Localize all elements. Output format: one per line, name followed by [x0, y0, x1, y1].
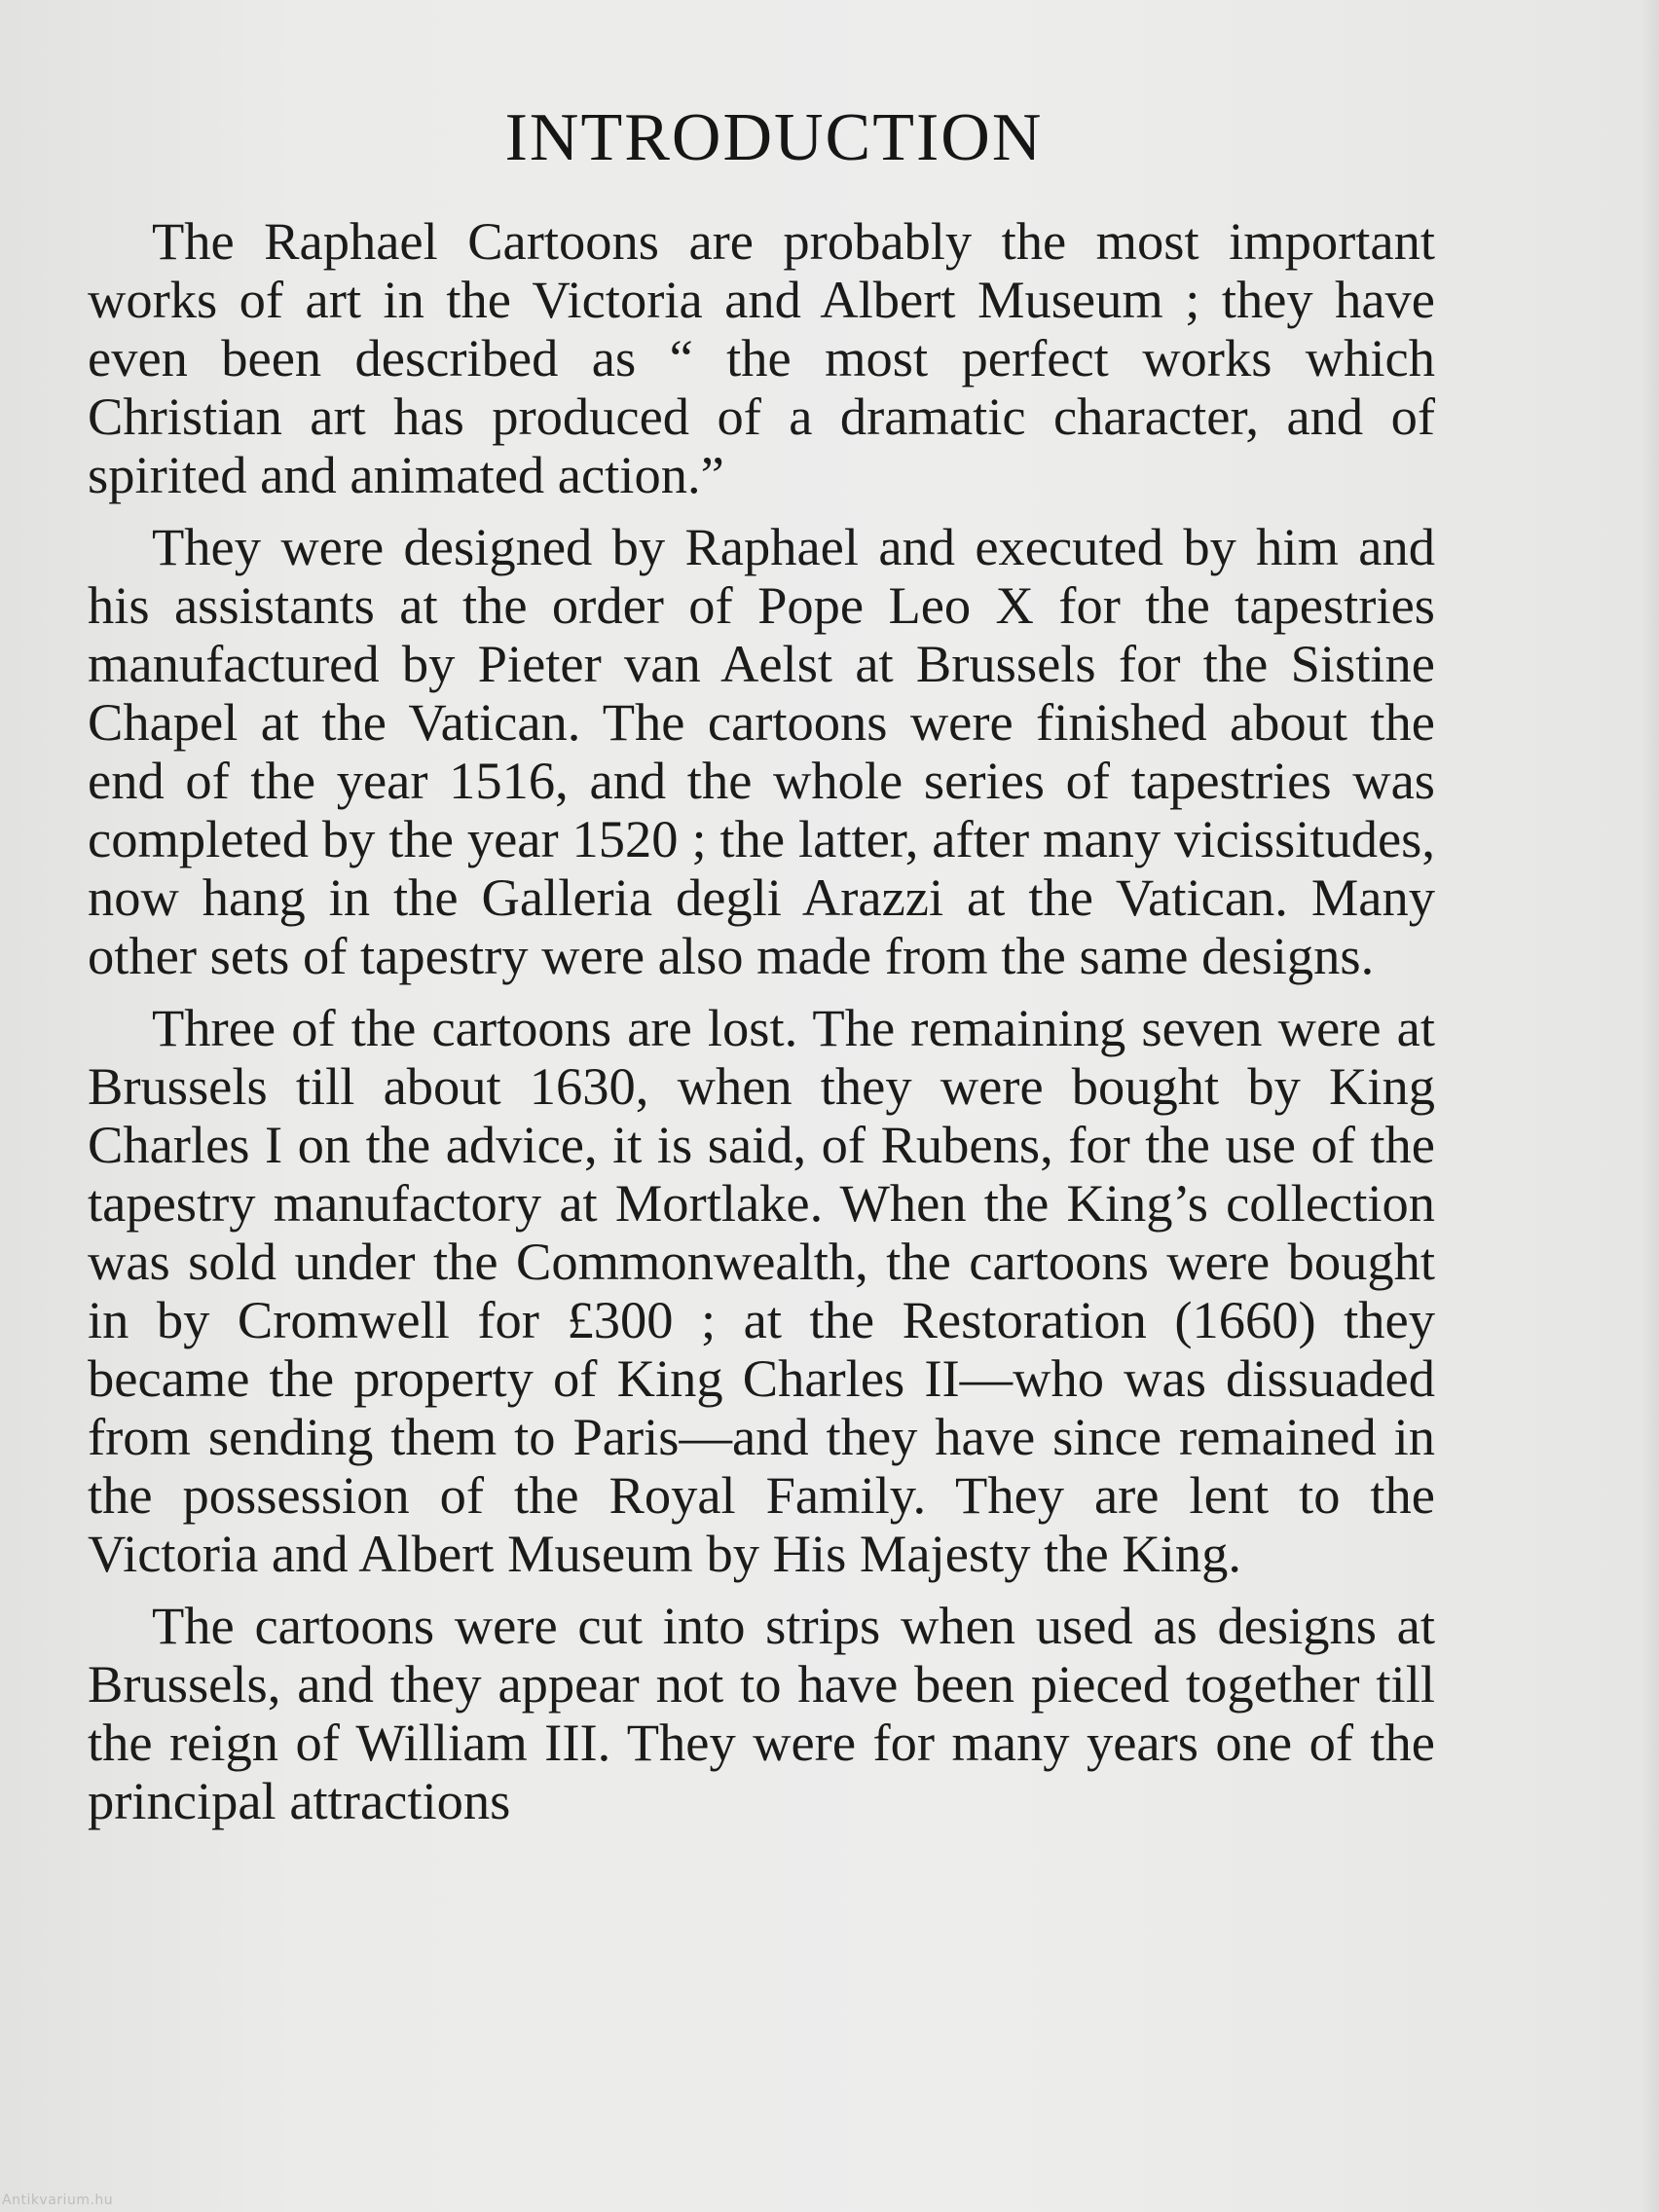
- watermark: Antikvarium.hu: [2, 2193, 114, 2208]
- page-edge-shadow: [1641, 0, 1659, 2212]
- chapter-title: INTRODUCTION: [504, 100, 1044, 175]
- paragraph-2: They were designed by Raphael and executed by him and his assistants at the order of Pope Leo X for the tapestries manufactured by Pieter van Aelst at Brussels for the Sistine Chapel at the Vatican. The cartoons were finished about the end of the year 1516, and the whole series of tapestries was completed by the year 1520 ; the latter, after many vicissitudes, now hang in the Galleria degli Arazzi at the Vatican. Many other sets of tapestry were also made from the same designs.: [88, 517, 1435, 985]
- paragraph-1: The Raphael Cartoons are probably the most important works of art in the Victoria and Albert Museum ; they have even been described as “ the most perfect works which Christian art has produced of a dramatic character, and of spirited and animated action.”: [88, 211, 1435, 504]
- paragraph-4: The cartoons were cut into strips when used as designs at Brussels, and they appear not to have been pieced together till the reign of William III. They were for many years one of the principal attractions: [88, 1596, 1435, 1830]
- paragraph-3: Three of the cartoons are lost. The remaining seven were at Brussels till about 1630, when they were bought by King Charles I on the advice, it is said, of Rubens, for the use of the tapestry manufactory at Mortlake. When the King’s collection was sold under the Commonwealth, the cartoons were bought in by Cromwell for £300 ; at the Restoration (1660) they became the property of King Charles II—who was dissuaded from sending them to Paris—and they have since remained in the possession of the Royal Family. They are lent to the Victoria and Albert Museum by His Majesty the King.: [88, 998, 1435, 1583]
- body-text: [88, 212, 1435, 1844]
